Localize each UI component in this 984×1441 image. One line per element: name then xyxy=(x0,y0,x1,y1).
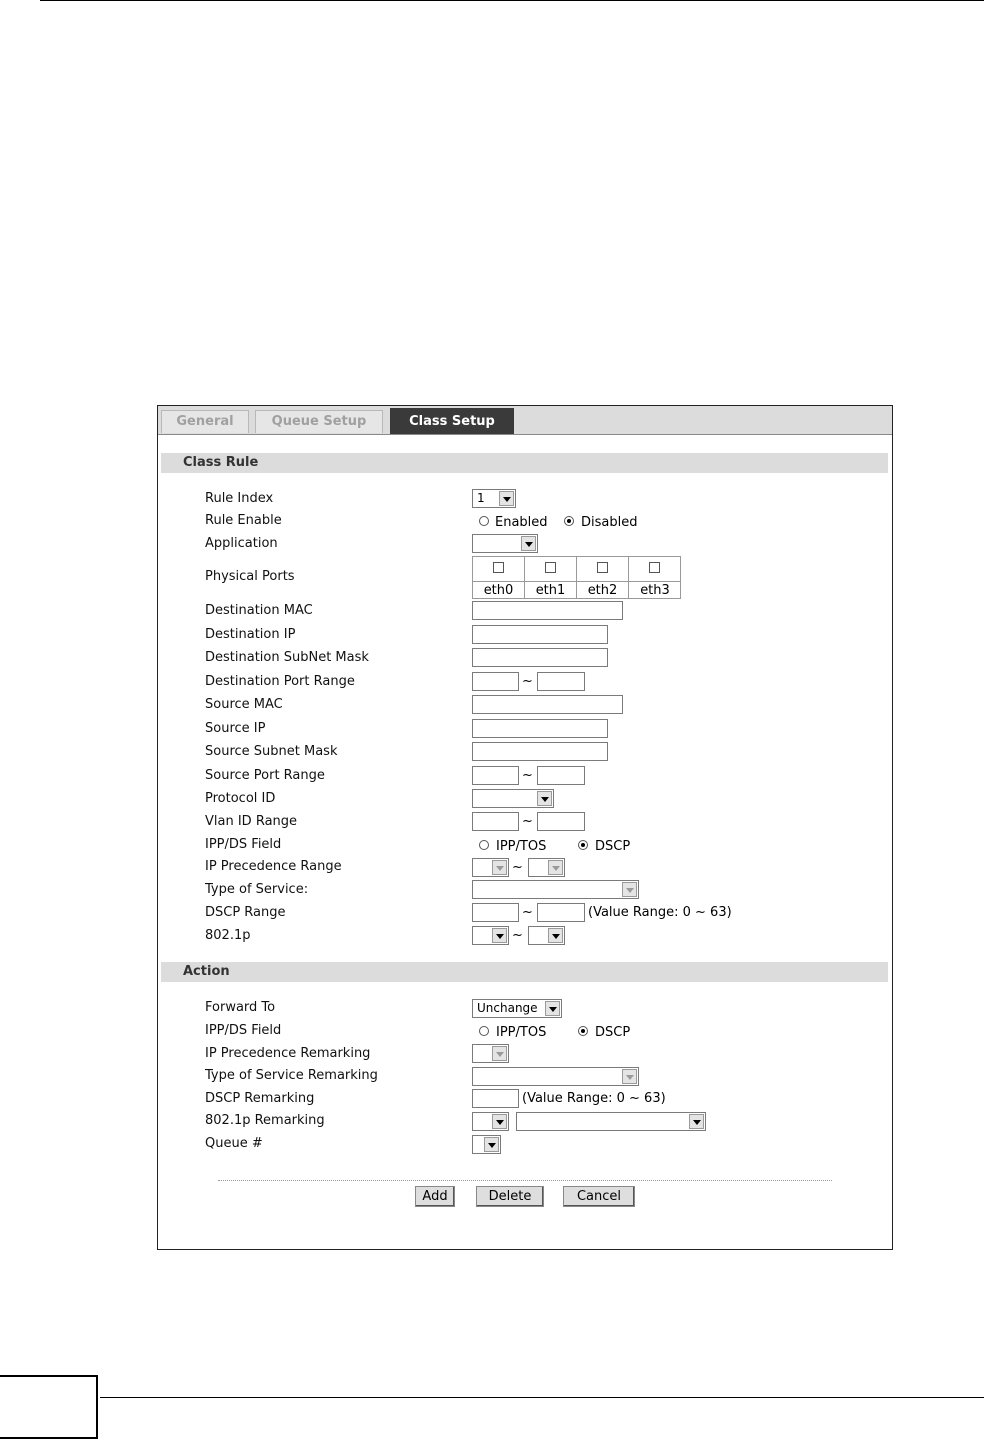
ipp-tos-radio[interactable] xyxy=(479,840,489,850)
source-mac-input[interactable] xyxy=(472,695,623,714)
port-eth1-checkbox[interactable] xyxy=(545,562,556,573)
divider xyxy=(218,1180,832,1181)
dscp-radio[interactable] xyxy=(578,840,588,850)
physical-ports-grid xyxy=(472,556,681,599)
add-button[interactable]: Add xyxy=(415,1186,455,1207)
ipp-tos-label: IPP/TOS xyxy=(496,839,547,854)
destination-subnet-mask-label: Destination SubNet Mask xyxy=(205,650,369,665)
chevron-down-icon xyxy=(492,1046,507,1061)
port-cell xyxy=(473,557,525,598)
dscp-label: DSCP xyxy=(595,839,631,854)
port-eth0-checkbox[interactable] xyxy=(493,562,504,573)
source-port-start-input[interactable] xyxy=(472,766,519,785)
chevron-down-icon xyxy=(499,491,514,506)
rule-index-select[interactable] xyxy=(472,489,516,508)
rule-enabled-label: Enabled xyxy=(495,515,548,530)
chevron-down-icon xyxy=(548,928,563,943)
queue-label: Queue # xyxy=(205,1136,263,1151)
application-label: Application xyxy=(205,536,278,551)
class-setup-window xyxy=(157,405,893,1250)
destination-port-range-label: Destination Port Range xyxy=(205,674,355,689)
cancel-button[interactable]: Cancel xyxy=(563,1186,635,1207)
chevron-down-icon xyxy=(689,1114,704,1129)
8021p-remarking-select[interactable] xyxy=(472,1112,509,1131)
destination-subnet-mask-input[interactable] xyxy=(472,648,608,667)
forward-to-value: Unchange xyxy=(477,1001,538,1015)
rule-disabled-label: Disabled xyxy=(581,515,638,530)
destination-ip-label: Destination IP xyxy=(205,627,296,642)
action-ipp-ds-field-label: IPP/DS Field xyxy=(205,1023,282,1038)
port-cell xyxy=(525,557,577,598)
rule-enabled-radio[interactable] xyxy=(479,516,489,526)
range-separator: ~ xyxy=(522,905,533,920)
chevron-down-icon xyxy=(484,1137,499,1152)
port-cell xyxy=(577,557,629,598)
vlan-id-end-input[interactable] xyxy=(537,812,585,831)
chevron-down-icon xyxy=(537,791,552,806)
tos-remarking-label: Type of Service Remarking xyxy=(205,1068,378,1083)
range-separator: ~ xyxy=(522,768,533,783)
dscp-remarking-label: DSCP Remarking xyxy=(205,1091,315,1106)
source-port-range-label: Source Port Range xyxy=(205,768,325,783)
application-select[interactable] xyxy=(472,534,538,553)
tos-remarking-select[interactable] xyxy=(472,1067,639,1086)
queue-select[interactable] xyxy=(472,1135,501,1154)
destination-port-end-input[interactable] xyxy=(537,672,585,691)
tab-class-setup[interactable]: Class Setup xyxy=(390,408,514,434)
forward-to-select[interactable] xyxy=(472,999,562,1018)
ip-precedence-range-label: IP Precedence Range xyxy=(205,859,342,874)
dscp-range-hint: (Value Range: 0 ~ 63) xyxy=(588,905,732,920)
chevron-down-icon xyxy=(521,536,536,551)
header-rule xyxy=(40,0,984,1)
chevron-down-icon xyxy=(622,1069,637,1084)
dscp-range-start-input[interactable] xyxy=(472,903,519,922)
physical-ports-label: Physical Ports xyxy=(205,569,295,584)
dscp-remarking-input[interactable] xyxy=(472,1089,519,1108)
port-eth2-checkbox[interactable] xyxy=(597,562,608,573)
page-number-box xyxy=(0,1375,98,1439)
delete-button[interactable]: Delete xyxy=(476,1186,544,1207)
action-header: Action xyxy=(161,962,888,982)
action-dscp-radio[interactable] xyxy=(578,1026,588,1036)
dscp-remarking-hint: (Value Range: 0 ~ 63) xyxy=(522,1091,666,1106)
port-eth0-label: eth0 xyxy=(473,581,524,599)
rule-disabled-radio[interactable] xyxy=(564,516,574,526)
action-ipp-tos-radio[interactable] xyxy=(479,1026,489,1036)
8021p-label: 802.1p xyxy=(205,928,251,943)
destination-ip-input[interactable] xyxy=(472,625,608,644)
destination-mac-label: Destination MAC xyxy=(205,603,313,618)
ip-precedence-remarking-label: IP Precedence Remarking xyxy=(205,1046,371,1061)
destination-port-start-input[interactable] xyxy=(472,672,519,691)
class-rule-header: Class Rule xyxy=(161,453,888,473)
tab-bar xyxy=(158,406,892,435)
type-of-service-label: Type of Service: xyxy=(205,882,309,897)
action-ipp-tos-label: IPP/TOS xyxy=(496,1025,547,1040)
ip-precedence-end-select[interactable] xyxy=(528,858,565,877)
source-subnet-mask-input[interactable] xyxy=(472,742,608,761)
ip-precedence-start-select[interactable] xyxy=(472,858,509,877)
chevron-down-icon xyxy=(492,928,507,943)
chevron-down-icon xyxy=(492,860,507,875)
action-dscp-label: DSCP xyxy=(595,1025,631,1040)
8021p-start-select[interactable] xyxy=(472,926,509,945)
forward-to-label: Forward To xyxy=(205,1000,276,1015)
source-port-end-input[interactable] xyxy=(537,766,585,785)
source-ip-label: Source IP xyxy=(205,721,266,736)
footer-rule xyxy=(100,1397,984,1398)
dscp-range-end-input[interactable] xyxy=(537,903,585,922)
chevron-down-icon xyxy=(622,882,637,897)
vlan-id-start-input[interactable] xyxy=(472,812,519,831)
tab-queue-setup[interactable]: Queue Setup xyxy=(255,410,383,433)
port-eth3-checkbox[interactable] xyxy=(649,562,660,573)
range-separator: ~ xyxy=(522,674,533,689)
port-cell xyxy=(629,557,681,598)
8021p-remarking-mode-select[interactable] xyxy=(516,1112,706,1131)
rule-enable-label: Rule Enable xyxy=(205,513,282,528)
chevron-down-icon xyxy=(492,1114,507,1129)
port-eth3-label: eth3 xyxy=(629,581,681,599)
8021p-end-select[interactable] xyxy=(528,926,565,945)
range-separator: ~ xyxy=(512,860,523,875)
ipp-ds-field-label: IPP/DS Field xyxy=(205,837,282,852)
tab-general[interactable]: General xyxy=(161,410,249,433)
8021p-remarking-label: 802.1p Remarking xyxy=(205,1113,325,1128)
range-separator: ~ xyxy=(522,814,533,829)
destination-mac-input[interactable] xyxy=(472,601,623,620)
chevron-down-icon xyxy=(545,1001,560,1016)
ip-precedence-remarking-select[interactable] xyxy=(472,1044,509,1063)
dscp-range-label: DSCP Range xyxy=(205,905,286,920)
chevron-down-icon xyxy=(548,860,563,875)
port-eth1-label: eth1 xyxy=(525,581,576,599)
rule-index-value: 1 xyxy=(477,491,485,505)
source-mac-label: Source MAC xyxy=(205,697,283,712)
rule-index-label: Rule Index xyxy=(205,491,274,506)
source-subnet-mask-label: Source Subnet Mask xyxy=(205,744,338,759)
source-ip-input[interactable] xyxy=(472,719,608,738)
vlan-id-range-label: Vlan ID Range xyxy=(205,814,298,829)
type-of-service-select[interactable] xyxy=(472,880,639,899)
protocol-id-select[interactable] xyxy=(472,789,554,808)
range-separator: ~ xyxy=(512,928,523,943)
protocol-id-label: Protocol ID xyxy=(205,791,276,806)
port-eth2-label: eth2 xyxy=(577,581,628,599)
